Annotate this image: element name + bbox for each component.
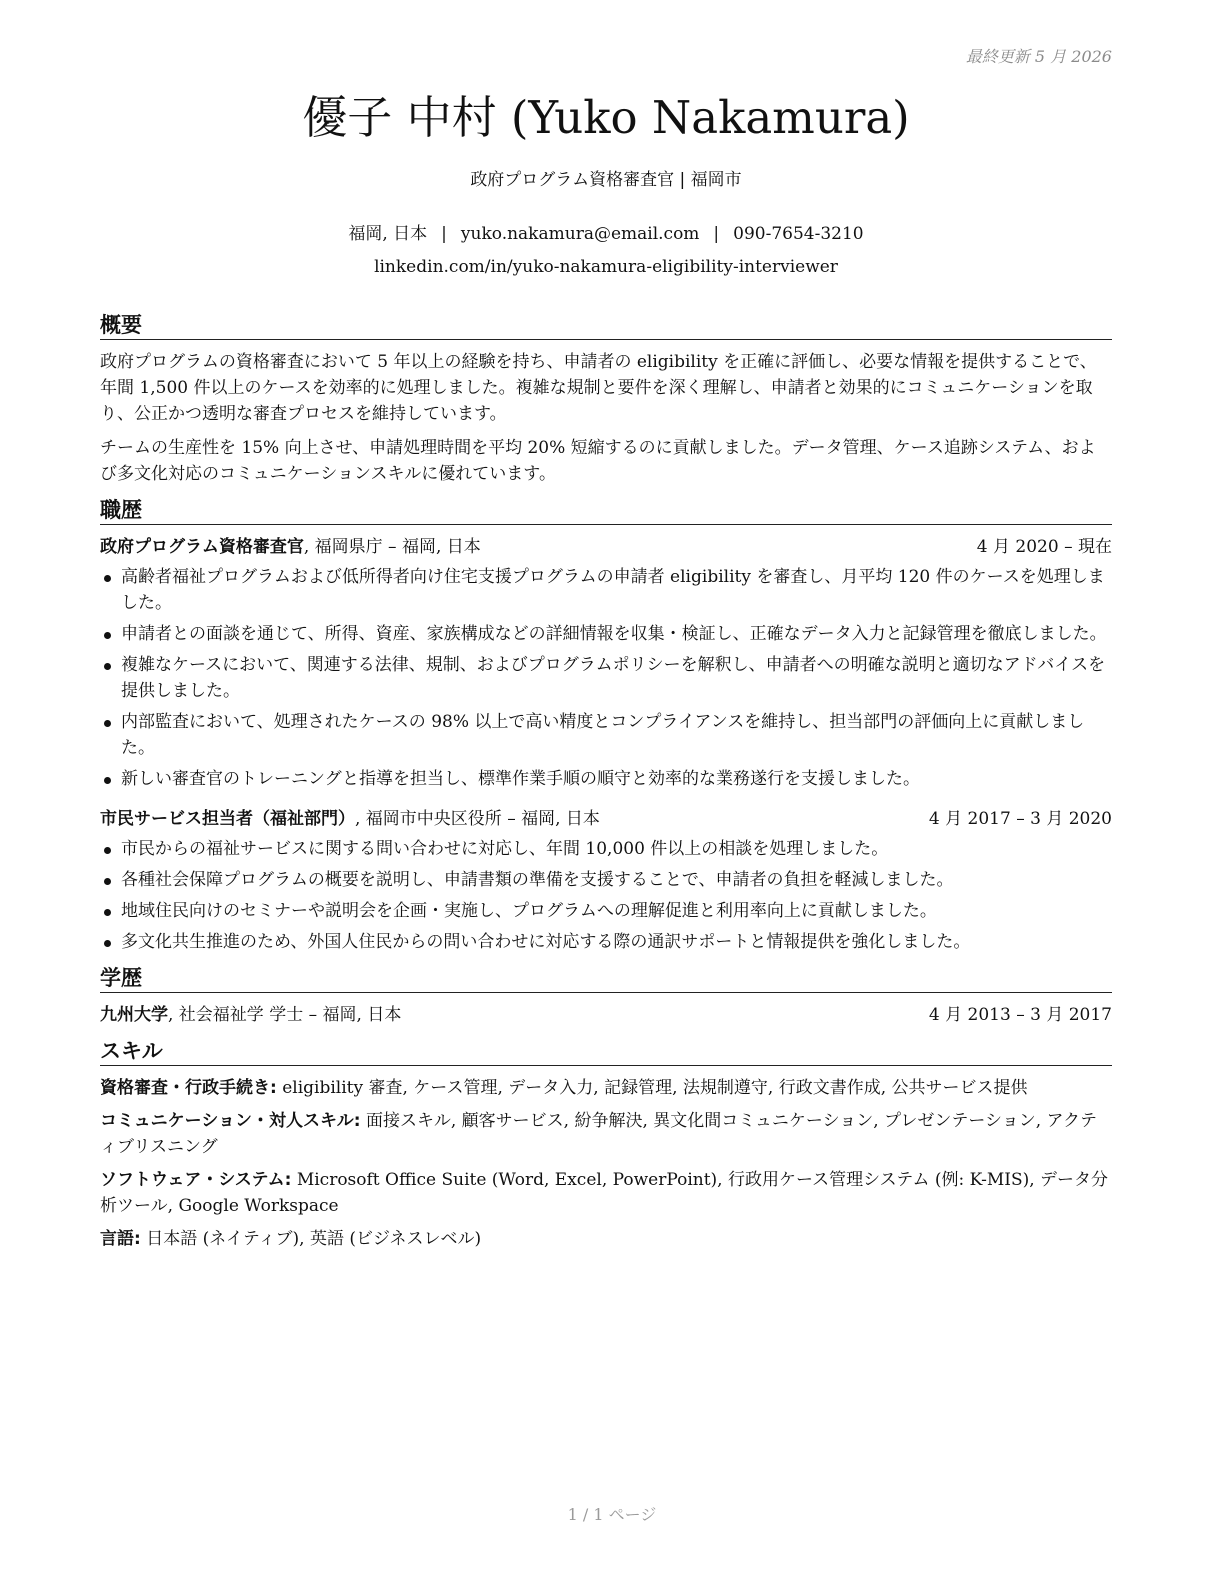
candidate-name: 優子 中村 (Yuko Nakamura) (302, 91, 910, 144)
resume-body (100, 312, 1112, 1262)
bullet-item: 各種社会保障プログラムの概要を説明し、申請書類の準備を支援することで、申請者の負担を軽減しました。 (100, 867, 1112, 893)
degree: , 社会福祉学 学士 – 福岡, 日本 (168, 1005, 402, 1025)
job-role: 政府プログラム資格審査官 (100, 537, 304, 557)
skill-row (100, 1167, 1112, 1219)
job-header (100, 806, 1112, 832)
separator: | (713, 224, 720, 244)
phone: 090-7654-3210 (733, 224, 864, 244)
skill-value: Microsoft Office Suite (Word, Excel, PowerPoint), 行政用ケース管理システム (例: K-MIS), データ分析ツール, Google Workspace (100, 1170, 1109, 1216)
education-section (100, 965, 1112, 1028)
skill-row (100, 1108, 1112, 1160)
page-number: 1 / 1 ページ (567, 1505, 657, 1524)
job-bullets (100, 836, 1112, 955)
job-organization: , 福岡市中央区役所 – 福岡, 日本 (355, 809, 600, 829)
contact-line (100, 222, 1112, 246)
resume-page (100, 0, 1112, 1584)
section-title-summary: 概要 (100, 312, 1112, 340)
bullet-item: 地域住民向けのセミナーや説明会を企画・実施し、プログラムへの理解促進と利用率向上に貢献しました。 (100, 898, 1112, 924)
linkedin-link[interactable]: linkedin.com/in/yuko-nakamura-eligibility-interviewer (374, 257, 838, 277)
bullet-item: 多文化共生推進のため、外国人住民からの問い合わせに対応する際の通訳サポートと情報提供を強化しました。 (100, 929, 1112, 955)
bullet-item: 複雑なケースにおいて、関連する法律、規制、およびプログラムポリシーを解釈し、申請者への明確な説明と適切なアドバイスを提供しました。 (100, 652, 1112, 704)
skill-label: コミュニケーション・対人スキル: (100, 1111, 361, 1131)
bullet-item: 内部監査において、処理されたケースの 98% 以上で高い精度とコンプライアンスを維持し、担当部門の評価向上に貢献しました。 (100, 709, 1112, 761)
job-header (100, 534, 1112, 560)
section-title-education: 学歴 (100, 965, 1112, 993)
last-updated: 最終更新 5 月 2026 (965, 47, 1112, 66)
headline: 政府プログラム資格審査官 | 福岡市 (470, 170, 742, 190)
job-dates: 4 月 2020 – 現在 (976, 537, 1112, 557)
job-entry (100, 534, 1112, 792)
section-title-experience: 職歴 (100, 497, 1112, 525)
job-entry (100, 806, 1112, 955)
bullet-item: 新しい審査官のトレーニングと指導を担当し、標準作業手順の順守と効率的な業務遂行を支援しました。 (100, 766, 1112, 792)
bullet-item: 申請者との面談を通じて、所得、資産、家族構成などの詳細情報を収集・検証し、正確なデータ入力と記録管理を徹底しました。 (100, 621, 1112, 647)
skill-row (100, 1075, 1112, 1101)
skill-label: ソフトウェア・システム: (100, 1170, 292, 1190)
skill-value: eligibility 審査, ケース管理, データ入力, 記録管理, 法規制遵守, 行政文書作成, 公共サービス提供 (276, 1078, 1028, 1098)
skill-row (100, 1226, 1112, 1252)
summary-section (100, 312, 1112, 487)
job-role: 市民サービス担当者（福祉部門） (100, 809, 355, 829)
skill-value: 面接スキル, 顧客サービス, 紛争解決, 異文化間コミュニケーション, プレゼンテーション, アクティブリスニング (100, 1111, 1097, 1157)
education-dates: 4 月 2013 – 3 月 2017 (928, 1005, 1112, 1025)
bullet-item: 高齢者福祉プログラムおよび低所得者向け住宅支援プログラムの申請者 eligibility を審査し、月平均 120 件のケースを処理しました。 (100, 564, 1112, 616)
job-dates: 4 月 2017 – 3 月 2020 (928, 809, 1112, 829)
skill-label: 資格審査・行政手続き: (100, 1078, 277, 1098)
job-title-line (100, 806, 600, 832)
job-organization: , 福岡県庁 – 福岡, 日本 (303, 537, 481, 557)
education-line (100, 1002, 401, 1028)
summary-paragraph: チームの生産性を 15% 向上させ、申請処理時間を平均 20% 短縮するのに貢献しました。データ管理、ケース追跡システム、および多文化対応のコミュニケーションスキルに優れています。 (100, 438, 1096, 484)
resume-header (100, 86, 1112, 279)
bullet-item: 市民からの福祉サービスに関する問い合わせに対応し、年間 10,000 件以上の相談を処理しました。 (100, 836, 1112, 862)
skill-value: 日本語 (ネイティブ), 英語 (ビジネスレベル) (140, 1229, 482, 1249)
school-name: 九州大学 (100, 1005, 168, 1025)
separator: | (441, 224, 447, 244)
skills-section (100, 1038, 1112, 1252)
education-entry (100, 1002, 1112, 1028)
location: 福岡, 日本 (348, 224, 428, 244)
experience-section (100, 497, 1112, 955)
skill-label: 言語: (100, 1229, 141, 1249)
section-title-skills: スキル (100, 1038, 1112, 1066)
job-title-line (100, 534, 481, 560)
summary-paragraph: 政府プログラムの資格審査において 5 年以上の経験を持ち、申請者の eligibility を正確に評価し、必要な情報を提供することで、年間 1,500 件以上のケースを効率的に処理しました。複雑な規制と要件を深く理解し、申請者と効果的にコミュニケーションを取り、公正かつ透明な審査プロセスを維持しています。 (100, 352, 1097, 424)
job-bullets (100, 564, 1112, 792)
email-link[interactable]: yuko.nakamura@email.com (460, 224, 700, 244)
